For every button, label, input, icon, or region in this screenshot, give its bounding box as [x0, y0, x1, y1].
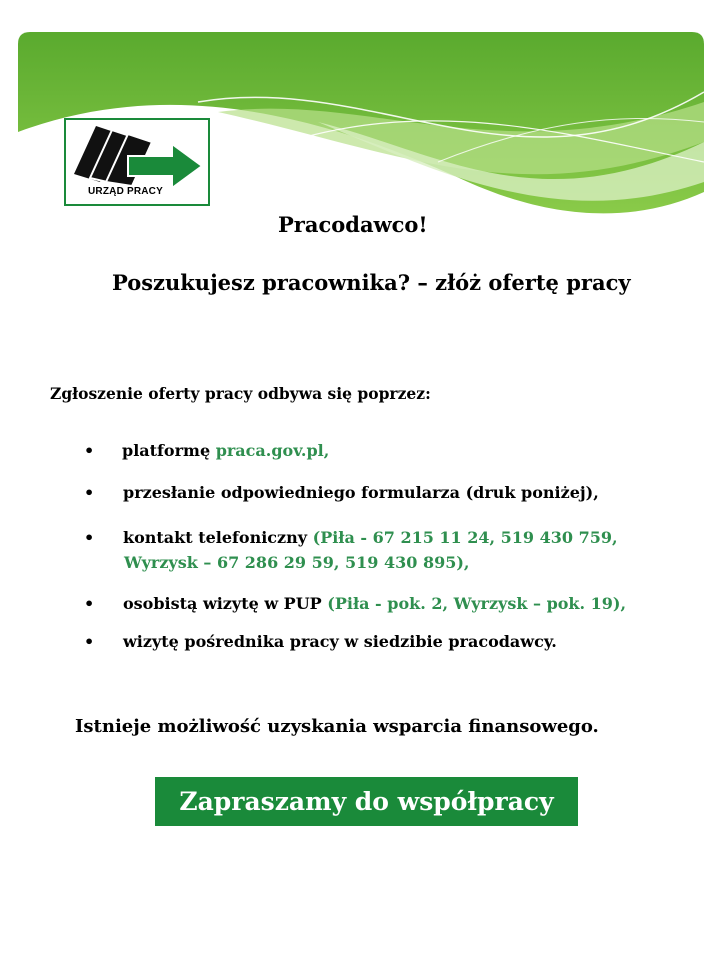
cooperation-banner: Zapraszamy do współpracy: [155, 777, 578, 826]
bullet: •: [84, 483, 95, 502]
bullet: •: [84, 632, 95, 651]
logo-text: URZĄD PRACY: [88, 186, 163, 197]
urzad-pracy-logo: [64, 118, 210, 206]
platform-link[interactable]: praca.gov.pl,: [215, 441, 330, 460]
bullet: •: [84, 441, 95, 460]
bullet: •: [84, 528, 95, 547]
heading-offer: Poszukujesz pracownika? – złóż ofertę pracy: [112, 270, 631, 295]
financial-support-text: Istnieje możliwość uzyskania wsparcia finansowego.: [75, 716, 599, 737]
heading-employer: Pracodawco!: [278, 212, 428, 237]
intro-text: Zgłoszenie oferty pracy odbywa się poprzez:: [50, 384, 431, 403]
bullet: •: [84, 594, 95, 613]
